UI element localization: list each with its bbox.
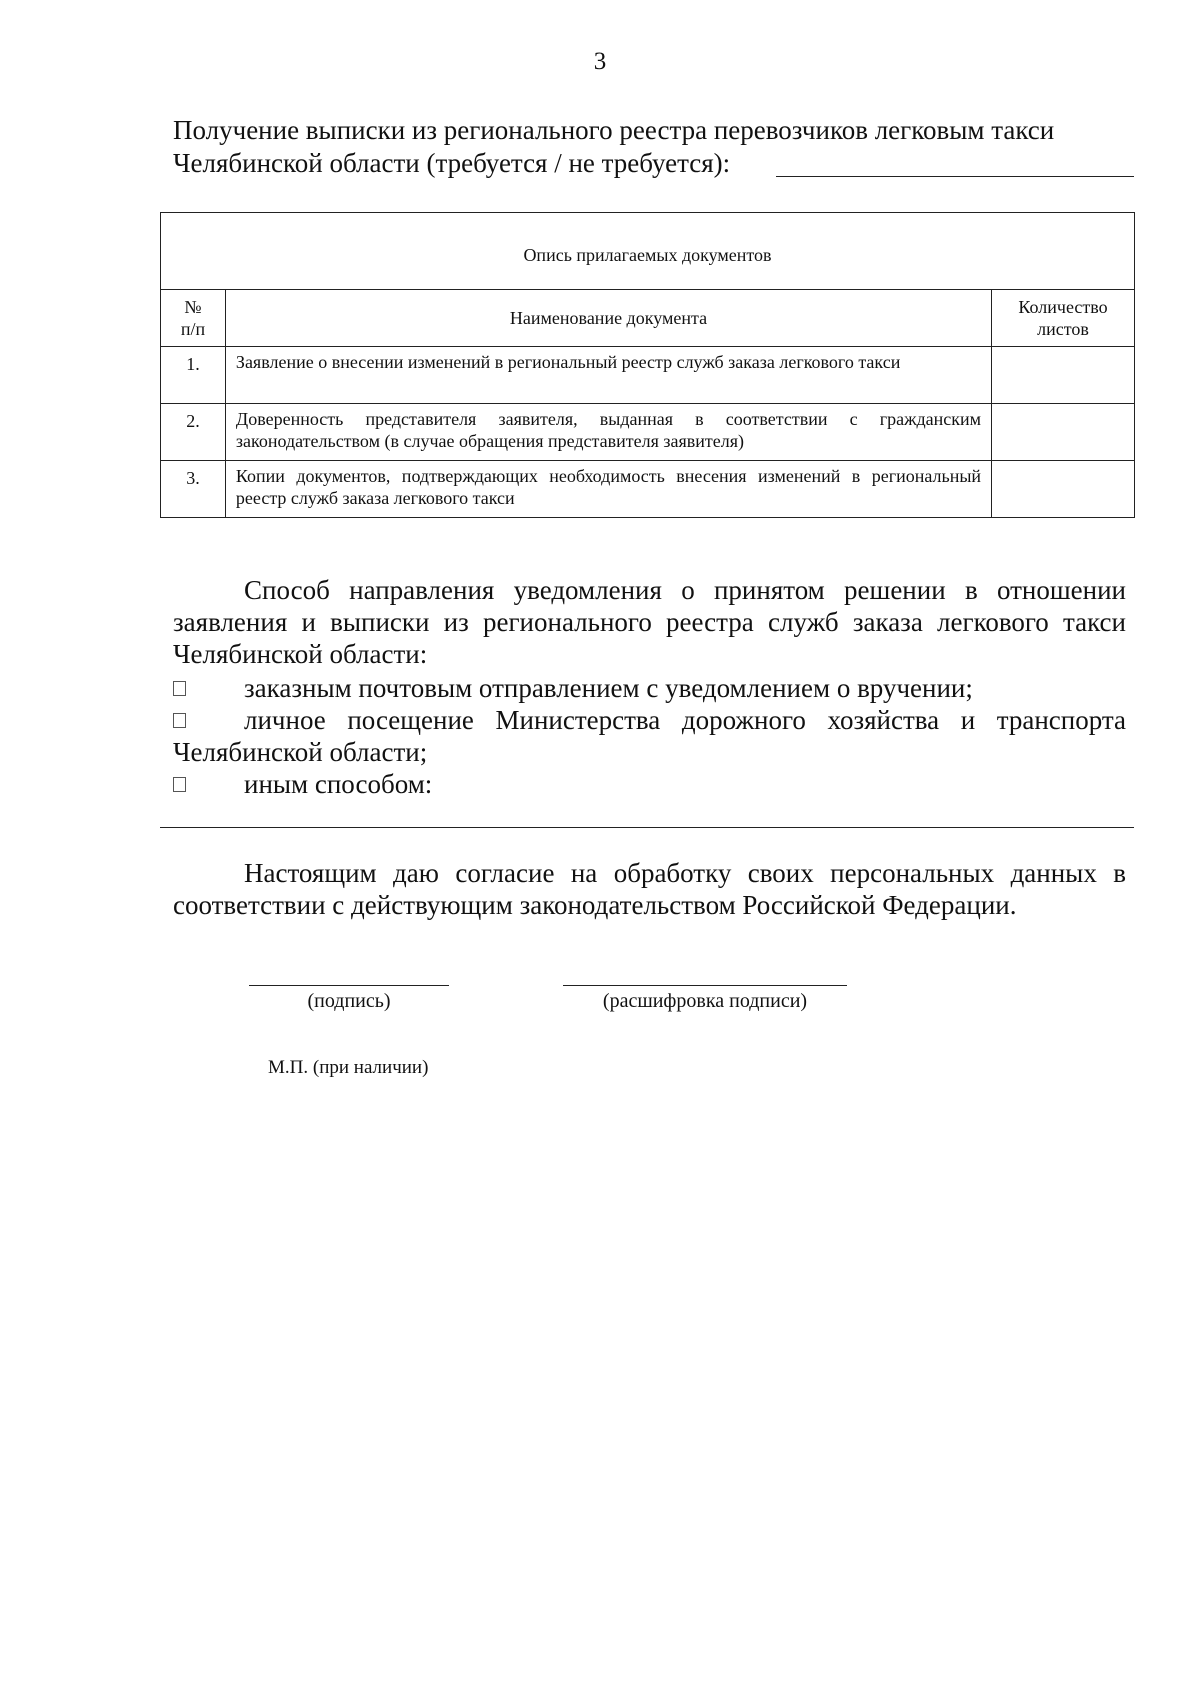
row-number: 3. <box>161 461 226 518</box>
row-number: 1. <box>161 347 226 404</box>
checkbox-other-method[interactable] <box>173 777 186 792</box>
header-sheet-count <box>992 290 1135 347</box>
signature-name-field[interactable] <box>563 985 847 986</box>
option-registered-mail <box>173 672 1126 704</box>
table-row <box>161 461 1135 518</box>
table-caption-row <box>161 213 1135 290</box>
signature-label: (подпись) <box>307 990 391 1012</box>
table-row <box>161 404 1135 461</box>
signature-field[interactable] <box>249 985 449 986</box>
notification-method-intro: Способ направления уведомления о принятом решении в отношении заявления и выписки из регионального реестра служб заказа легкового такси Челябинской области: <box>173 575 1126 669</box>
other-method-answer-field[interactable] <box>160 827 1134 828</box>
consent-text: Настоящим даю согласие на обработку своих персональных данных в соответствии с действующим законодательством Российской Федерации. <box>173 858 1126 920</box>
extract-request-answer-field[interactable] <box>776 176 1134 177</box>
header-qty-line2: листов <box>1037 319 1089 339</box>
header-number <box>161 290 226 347</box>
stamp-label: М.П. (при наличии) <box>268 1057 429 1078</box>
row-number: 2. <box>161 404 226 461</box>
option-label: иным способом: <box>244 769 433 799</box>
row-sheet-count-cell[interactable] <box>992 461 1135 518</box>
row-document-name: Заявление о внесении изменений в региональный реестр служб заказа легкового такси <box>225 347 991 404</box>
header-qty-line1: Количество <box>1018 297 1108 317</box>
option-personal-visit <box>173 704 1126 768</box>
extract-request-line1: Получение выписки из регионального реестра перевозчиков легковым такси <box>173 115 1055 145</box>
row-document-name: Копии документов, подтверждающих необходимость внесения изменений в региональный реестр служб заказа легкового такси <box>225 461 991 518</box>
row-document-name: Доверенность представителя заявителя, выданная в соответствии с гражданским законодательством (в случае обращения представителя заявителя) <box>225 404 991 461</box>
table-row <box>161 347 1135 404</box>
option-label: личное посещение Министерства дорожного хозяйства и транспорта Челябинской области; <box>173 705 1126 767</box>
checkbox-personal-visit[interactable] <box>173 713 186 728</box>
documents-table <box>160 212 1135 518</box>
header-number-line1: № <box>184 297 202 317</box>
extract-request-line2: Челябинской области (требуется / не требуется): <box>173 148 731 178</box>
option-other-method <box>173 768 1126 800</box>
page-number: 3 <box>593 48 607 75</box>
checkbox-registered-mail[interactable] <box>173 681 186 696</box>
header-number-line2: п/п <box>180 319 206 339</box>
row-sheet-count-cell[interactable] <box>992 347 1135 404</box>
row-sheet-count-cell[interactable] <box>992 404 1135 461</box>
signature-name-label: (расшифровка подписи) <box>602 990 808 1012</box>
header-document-name: Наименование документа <box>225 290 991 347</box>
table-caption: Опись прилагаемых документов <box>161 213 1135 290</box>
table-header-row <box>161 290 1135 347</box>
option-label: заказным почтовым отправлением с уведомлением о вручении; <box>244 673 973 703</box>
